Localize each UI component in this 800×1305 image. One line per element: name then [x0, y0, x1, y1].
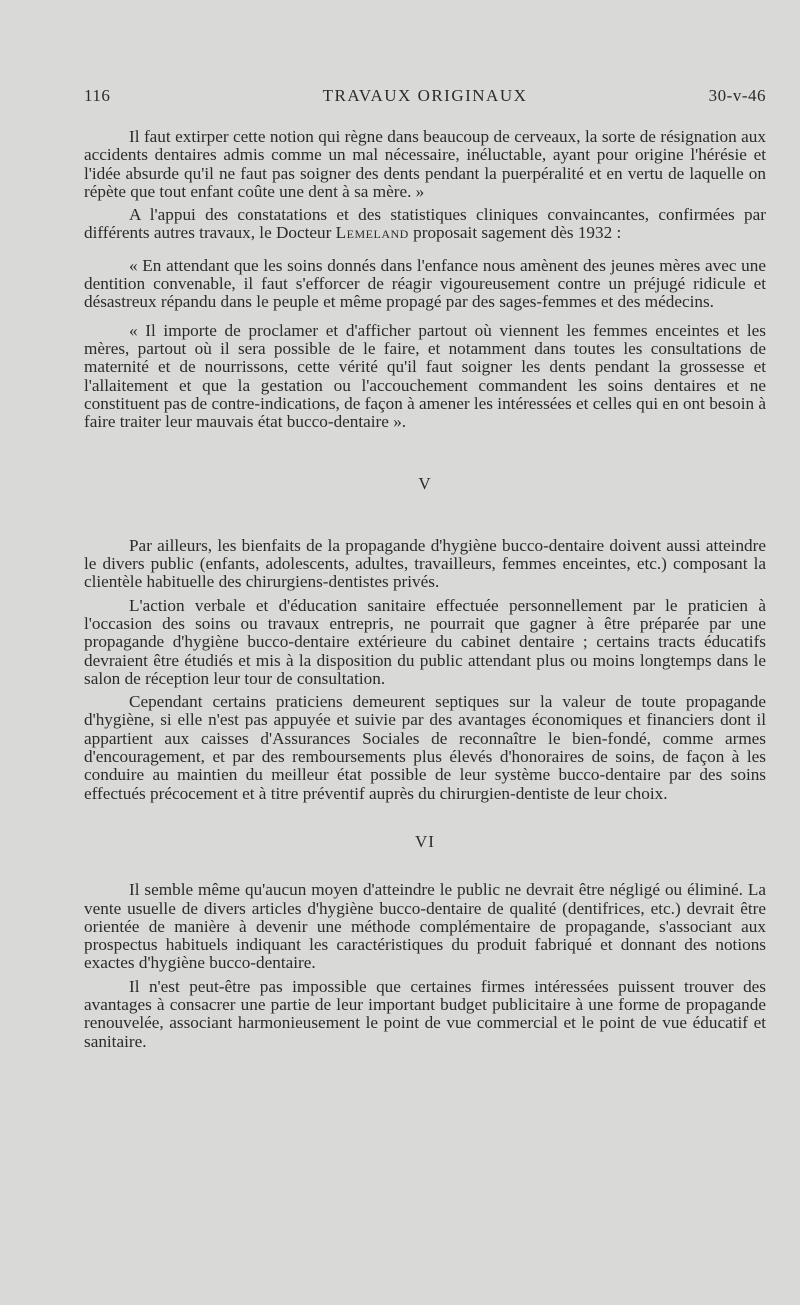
- section-heading: V: [418, 474, 432, 494]
- quote-paragraph: « En attendant que les soins donnés dans l'enfance nous amènent des jeunes mères avec une dentition convenable, il faut s'efforcer de réagir vigoureusement contre un préjugé ridicule et désastreux répandu dans le peuple et même propagé par des sages-femmes et des médecins.: [84, 255, 766, 312]
- paragraph: Il semble même qu'aucun moyen d'atteindre le public ne devrait être négligé ou éliminé. La vente usuelle de divers articles d'hygiène bucco-dentaire de qualité (dentifrices, etc.) devrait être orientée de manière à devenir une méthode complémentaire de propagande, s'associant aux prospectus habituels indiquant les caractéristiques du produit fabriqué et donnant des notions exactes d'hygiène bucco-dentaire.: [84, 880, 766, 973]
- issue-date: 30-v-46: [708, 86, 766, 105]
- author-name: Lemeland: [335, 223, 409, 243]
- paragraph: Il faut extirper cette notion qui règne dans beaucoup de cerveaux, la sorte de résignation aux accidents dentaires admis comme un mal nécessaire, inéluctable, ayant pour origine l'hérésie et l'idée absurde qu'il ne faut pas soigner des dents pendant la puerpéralité et en vertu de laquelle on répète que tout enfant coûte une dent à sa mère. »: [84, 127, 766, 201]
- running-header: [84, 86, 766, 110]
- article-body: [84, 128, 766, 1056]
- section-heading: VI: [415, 831, 435, 851]
- running-title: TRAVAUX ORIGINAUX: [322, 86, 528, 105]
- paragraph: Par ailleurs, les bienfaits de la propagande d'hygiène bucco-dentaire doivent aussi atteindre le divers public (enfants, adolescents, adultes, travailleurs, femmes enceintes, etc.) composant la clientèle habituelle des chirurgiens-dentistes privés.: [84, 535, 766, 592]
- paragraph: A l'appui des constatations et des statistiques cliniques convaincantes, confirmées par différents autres travaux, le Docteur Lemeland proposait sagement dès 1932 :: [84, 205, 766, 243]
- paragraph: Cependant certains praticiens demeurent septiques sur la valeur de toute propagande d'hygiène, si elle n'est pas appuyée et suivie par des avantages économiques et financiers dont il appartient aux caisses d'Assurances Sociales de reconnaître le bien-fondé, comme armes d'encouragement, et par des remboursements plus élevés d'honoraires de soins, de façon à les conduire au maintien du meilleur état possible de leur système bucco-dentaire par des soins effectués précocement et à titre préventif auprès du chirurgien-dentiste de leur choix.: [84, 692, 766, 803]
- paragraph: Il n'est peut-être pas impossible que certaines firmes intéressées puissent trouver des avantages à consacrer une partie de leur important budget publicitaire à une forme de propagande renouvelée, associant harmonieusement le point de vue commercial et le point de vue éducatif et sanitaire.: [84, 976, 766, 1051]
- paragraph: L'action verbale et d'éducation sanitaire effectuée personnellement par le praticien à l'occasion des soins ou travaux entrepris, ne pourrait que gagner à être préparée par une propagande d'hygiène bucco-dentaire extérieure du cabinet dentaire ; certains tracts éducatifs devraient être étudiés et mis à la disposition du public attendant plus ou moins longtemps dans le salon de réception leur tour de consultation.: [84, 595, 766, 688]
- quote-paragraph: « Il importe de proclamer et d'afficher partout où viennent les femmes enceintes et les mères, partout où il sera possible de le faire, et notamment dans toutes les consultations de maternité et de nourrissons, cette vérité qu'il faut soigner les dents pendant la grossesse et l'allaitement et que la gestation ou l'accouchement commandent les soins dentaires et ne constituent pas de contre-indications, de façon à amener les intéressées et celles qui en ont besoin à faire traiter leur mauvais état bucco-dentaire ».: [84, 320, 767, 432]
- page-number: 116: [84, 86, 111, 105]
